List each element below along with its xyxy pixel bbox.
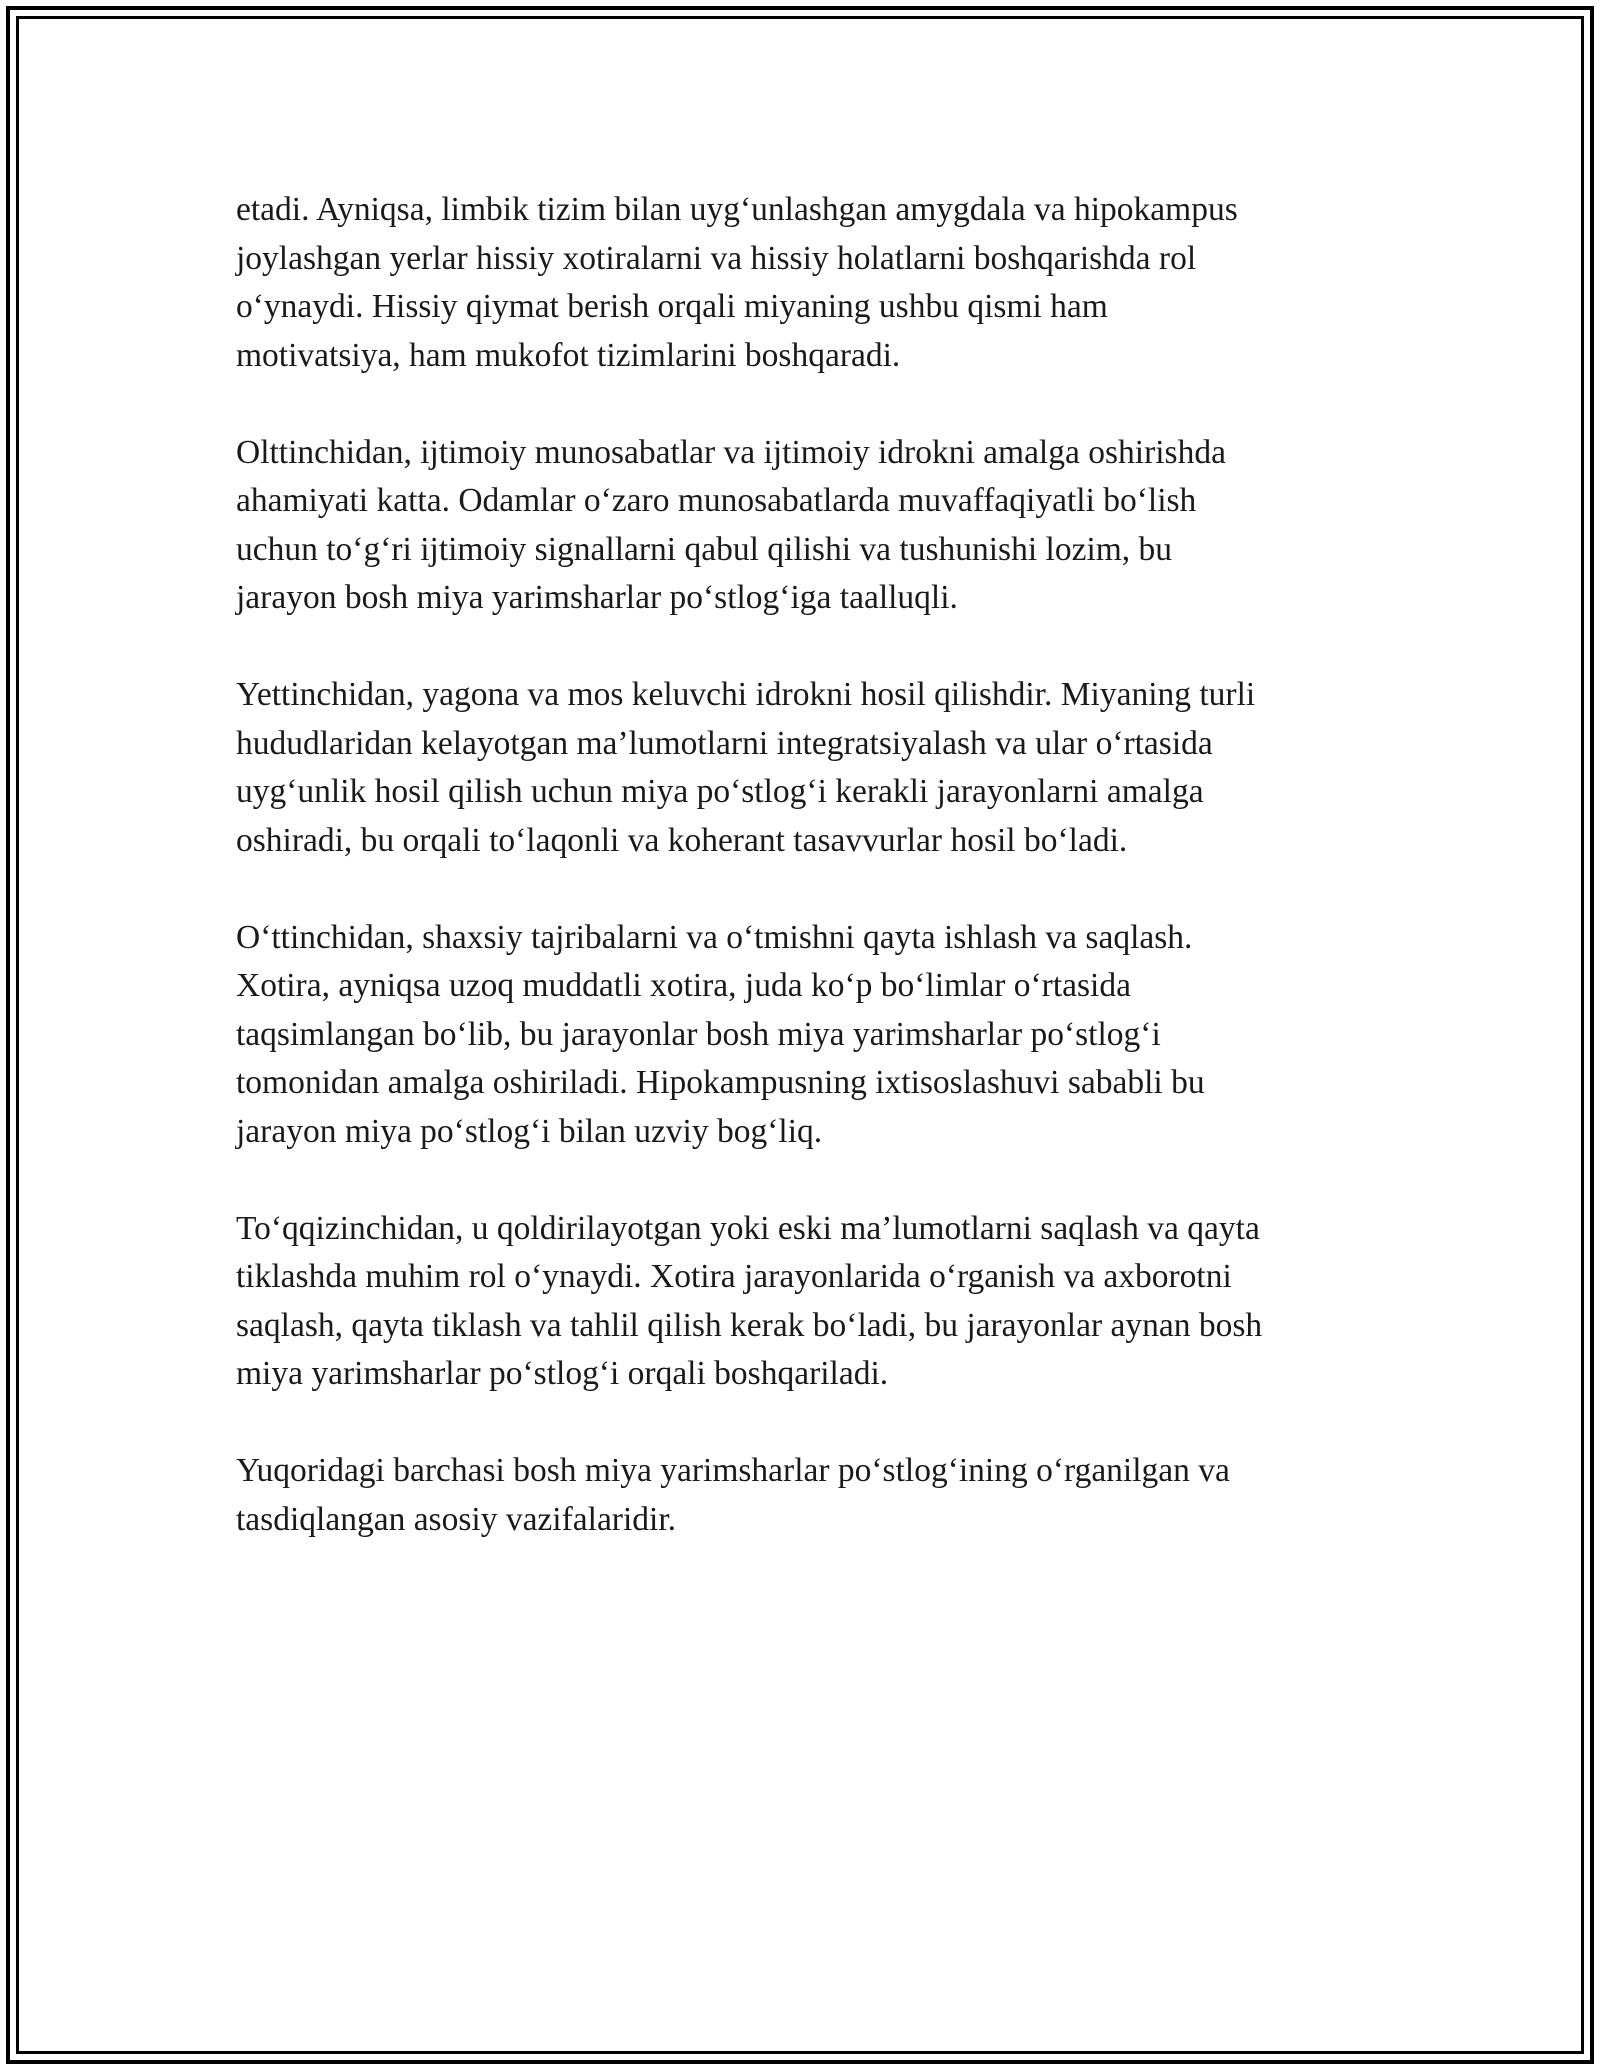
text-line: hududlaridan kelayotgan ma’lumotlarni integratsiyalash va ular o‘rtasida [236, 724, 1213, 762]
text-line: taqsimlangan bo‘lib, bu jarayonlar bosh miya yarimsharlar po‘stlog‘i [236, 1015, 1161, 1053]
text-line: motivatsiya, ham mukofot tizimlarini boshqaradi. [236, 336, 901, 374]
text-line: jarayon bosh miya yarimsharlar po‘stlog‘iga taalluqli. [236, 579, 958, 616]
text-line: jarayon miya po‘stlog‘i bilan uzviy bog‘liq. [236, 1112, 823, 1150]
paragraph-6 [236, 1447, 1416, 1544]
text-line: tomonidan amalga oshiriladi. Hipokampusning ixtisoslashuvi sababli bu [236, 1064, 1205, 1101]
text-line: Xotira, ayniqsa uzoq muddatli xotira, juda ko‘p bo‘limlar o‘rtasida [236, 967, 1131, 1004]
text-line: Yuqoridagi barchasi bosh miya yarimsharlar po‘stlog‘ining o‘rganilgan va [236, 1452, 1230, 1489]
text-line: uchun to‘g‘ri ijtimoiy signallarni qabul qilishi va tushunishi lozim, bu [236, 530, 1173, 568]
text-line: uyg‘unlik hosil qilish uchun miya po‘stlog‘i kerakli jarayonlarni amalga [236, 773, 1204, 810]
text-line: To‘qqizinchidan, u qoldirilayotgan yoki eski ma’lumotlarni saqlash va qayta [236, 1209, 1260, 1247]
paragraph-1 [236, 186, 1416, 380]
paragraph-3 [236, 671, 1416, 865]
text-line: etadi. Ayniqsa, limbik tizim bilan uyg‘unlashgan amygdala va hipokampus [236, 191, 1238, 228]
paragraph-4 [236, 914, 1416, 1157]
paragraph-5 [236, 1205, 1416, 1399]
text-line: saqlash, qayta tiklash va tahlil qilish kerak bo‘ladi, bu jarayonlar aynan bosh [236, 1306, 1263, 1344]
text-line: miya yarimsharlar po‘stlog‘i orqali boshqariladi. [236, 1355, 889, 1392]
text-line: Yettinchidan, yagona va mos keluvchi idrokni hosil qilishdir. Miyaning turli [236, 676, 1256, 713]
text-line: ahamiyati katta. Odamlar o‘zaro munosabatlarda muvaffaqiyatli bo‘lish [236, 482, 1197, 519]
text-line: oshiradi, bu orqali to‘laqonli va koherant tasavvurlar hosil bo‘ladi. [236, 821, 1128, 859]
text-line: tasdiqlangan asosiy vazifalaridir. [236, 1500, 677, 1538]
paragraph-2 [236, 429, 1416, 623]
text-line: joylashgan yerlar hissiy xotiralarni va hissiy holatlarni boshqarishda rol [236, 239, 1197, 277]
document-body [236, 186, 1416, 1544]
text-line: o‘ynaydi. Hissiy qiymat berish orqali miyaning ushbu qismi ham [236, 288, 1108, 325]
text-line: tiklashda muhim rol o‘ynaydi. Xotira jarayonlarida o‘rganish va axborotni [236, 1258, 1232, 1295]
text-line: O‘ttinchidan, shaxsiy tajribalarni va o‘tmishni qayta ishlash va saqlash. [236, 918, 1193, 956]
text-line: Olttinchidan, ijtimoiy munosabatlar va ijtimoiy idrokni amalga oshirishda [236, 433, 1226, 471]
